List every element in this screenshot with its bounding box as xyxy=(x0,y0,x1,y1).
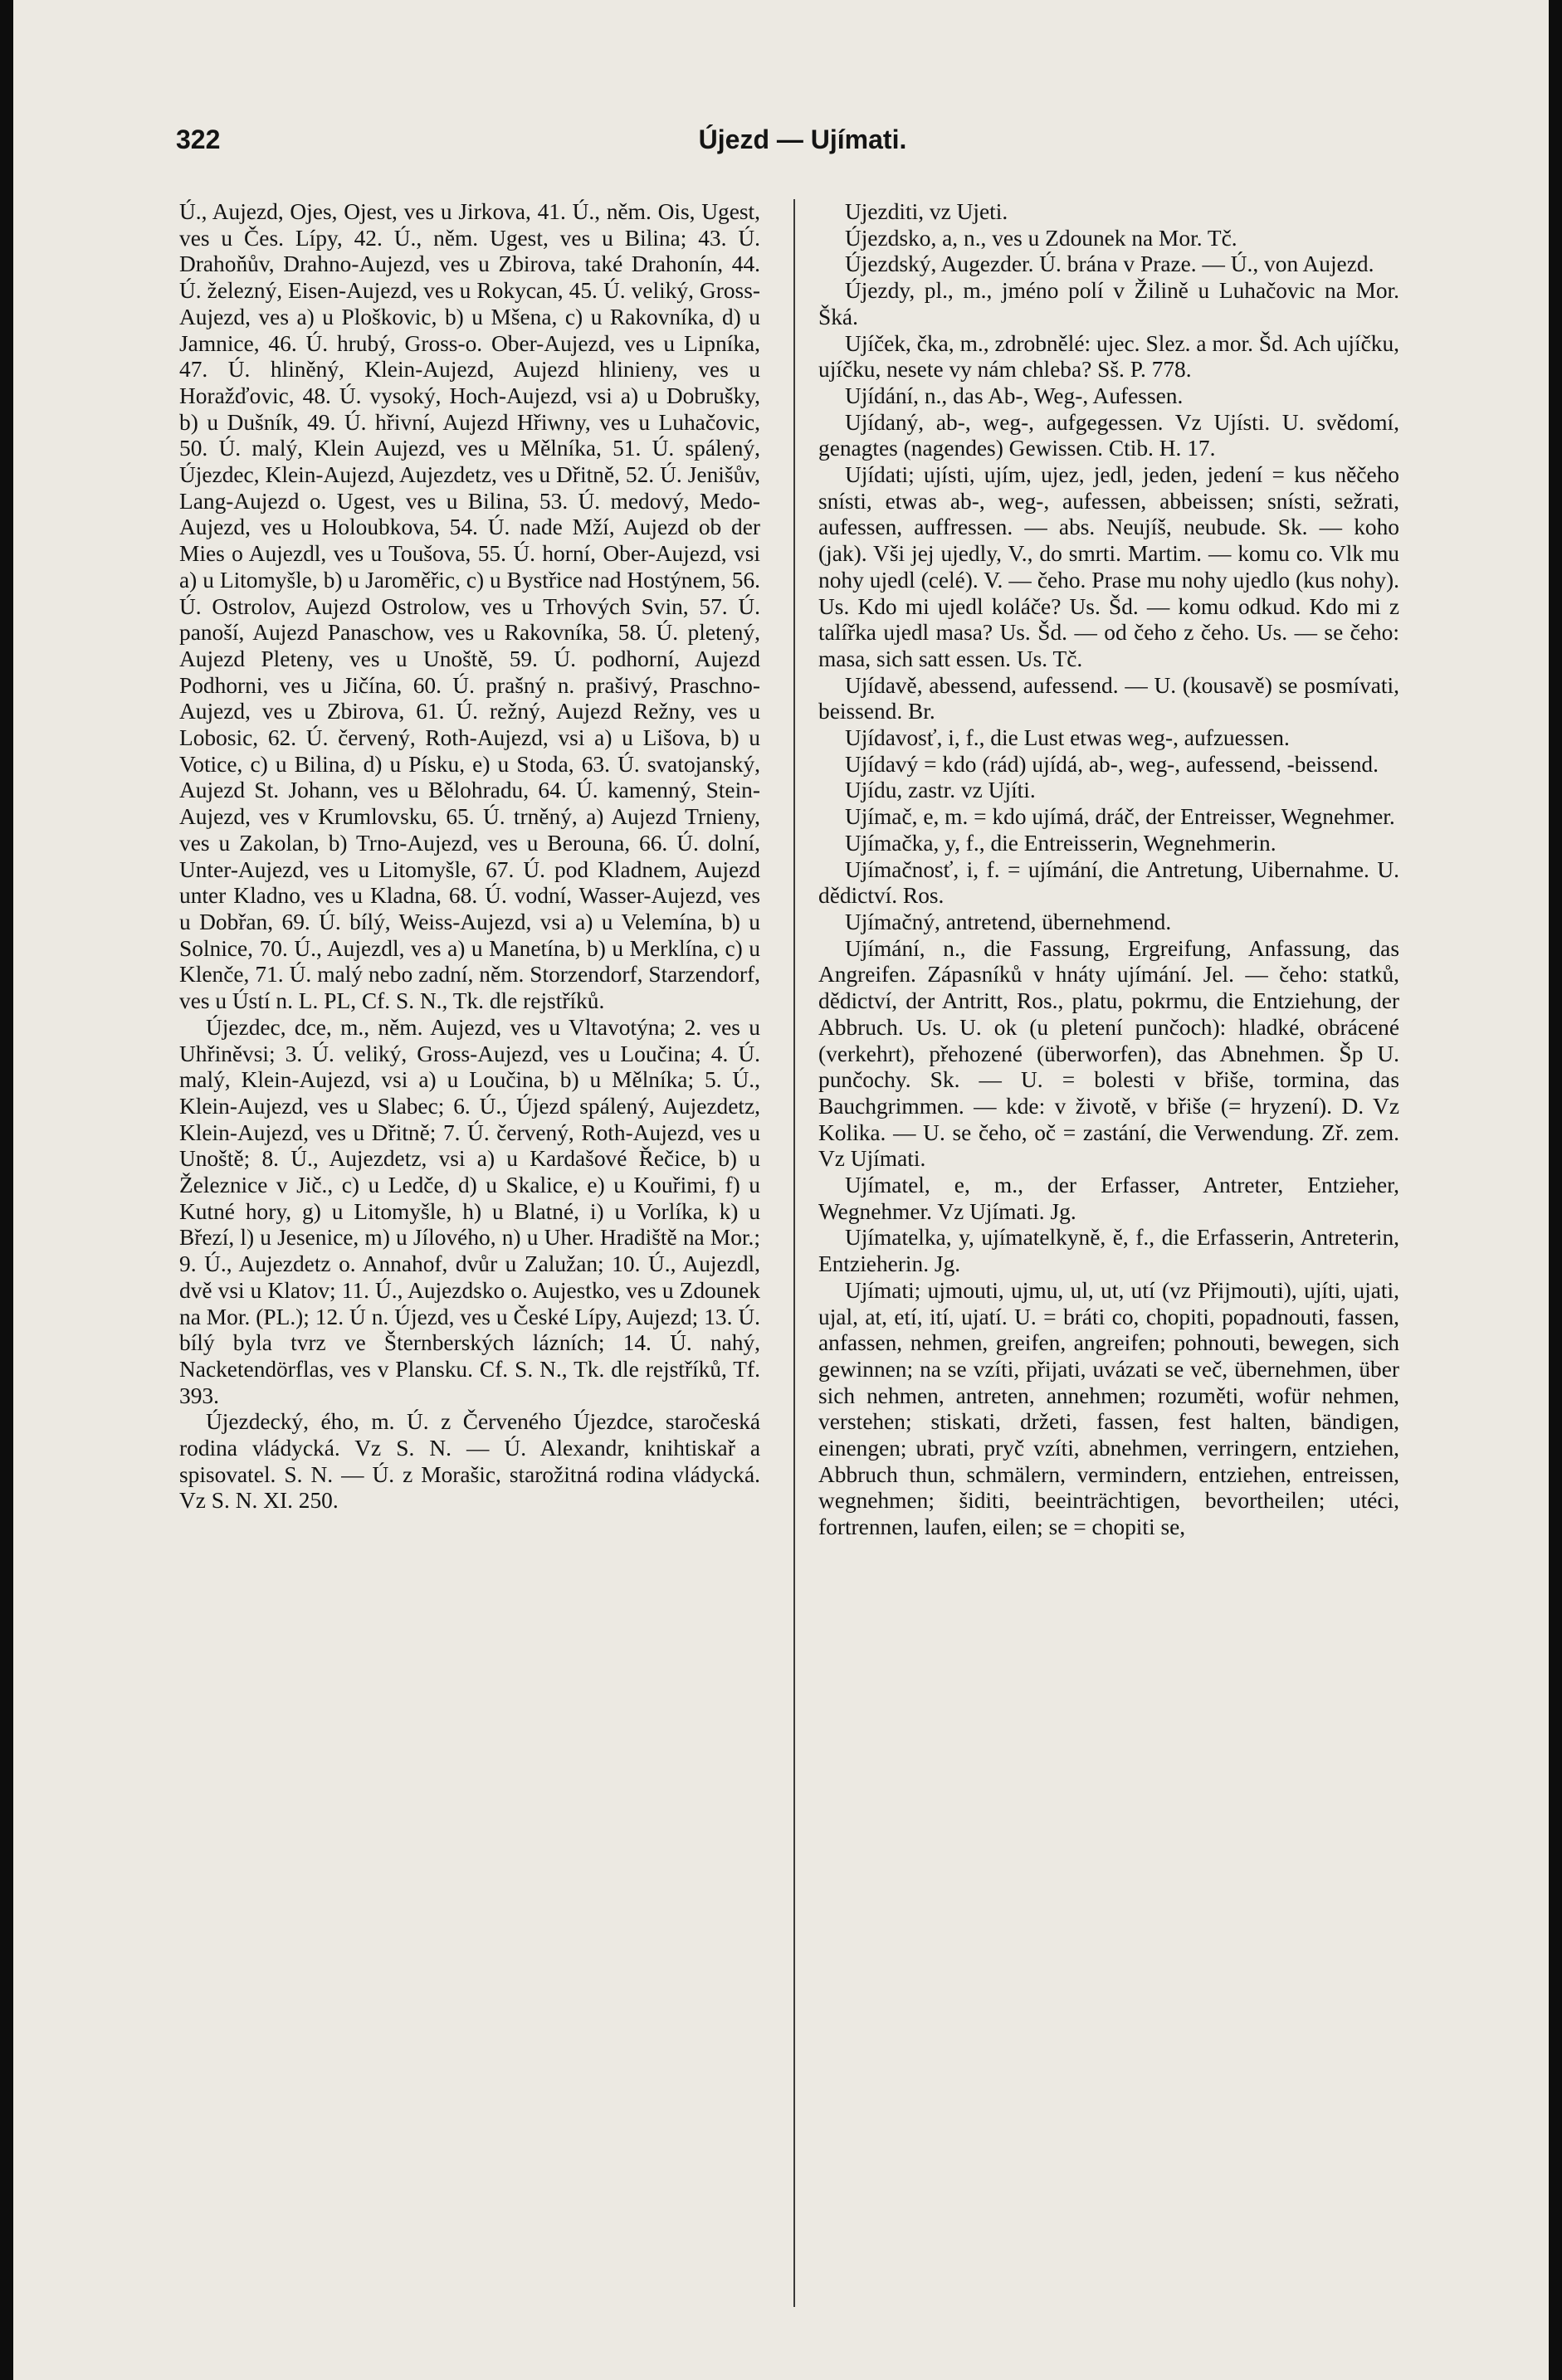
dictionary-entry: Ujídání, n., das Ab-, Weg-, Aufessen. xyxy=(845,383,1184,408)
dictionary-entry: Ujezditi, vz Ujeti. xyxy=(845,199,1008,224)
running-title: Újezd — Ujímati. xyxy=(698,124,907,154)
dictionary-entry: Újezdsko, a, n., ves u Zdounek na Mor. Tč. xyxy=(845,225,1237,251)
dictionary-entry: Ujímač, e, m. = kdo ujímá, dráč, der Entreisser, Wegnehmer. xyxy=(845,804,1395,830)
dictionary-entry: Ujídu, zastr. vz Ujíti. xyxy=(845,778,1036,803)
dictionary-entry: Ujímání, n., die Fassung, Ergreifung, Anfassung, das Angreifen. Zápasníků v hnáty ujímání. Jel. — čeho: statků, dědictví, der Antritt, Ros., platu, pokrmu, die Entziehung, der Abbruch. Us. U. ok (u pletení punčoch): hladké, obrácené (verkehrt), přehozené (überworfen), das Abnehmen. Šp U. punčochy. Sk. — U. = bolesti v břiše, tormina, das Bauchgrimmen. — kde: v životě, v břiše (= hryzení). D. Vz Kolika. — U. se čeho, oč = zastání, die Verwendung. Zř. zem. Vz Ujímati. xyxy=(818,935,1399,1172)
dictionary-entry: Újezdy, pl., m., jméno polí v Žilině u Luhačovic na Mor. Šká. xyxy=(818,278,1399,329)
dictionary-entry: Ujídati; ujísti, ujím, ujez, jedl, jeden, jedení = kus něčeho snísti, etwas ab-, weg-, aufessen, abbeissen; snísti, sežrati, aufessen, auffressen. — abs. Neujíš, neubude. Sk. — koho (jak). Vši jej ujedly, V., do smrti. Martim. — komu co. Vlk mu nohy ujedl (celé). V. — čeho. Prase mu nohy ujedlo (kus nohy). Us. Kdo mi ujedl koláče? Us. Šd. — komu odkud. Kdo mi z talířka ujedl masa? Us. Šd. — od čeho z čeho. Us. — se čeho: masa, sich satt essen. Us. Tč. xyxy=(818,462,1399,671)
dictionary-entry: Ujímati; ujmouti, ujmu, ul, ut, utí (vz Přijmouti), ujíti, ujati, ujal, at, etí, ití, ujatí. U. = bráti co, chopiti, popadnouti, fassen, anfassen, nehmen, greifen, angreifen; pohnouti, bewegen, sich gewinnen; na se vzíti, přijati, uvázati se več, übernehmen, über sich nehmen, antreten, annehmen; rozuměti, wofür nehmen, verstehen; stiskati, držeti, fassen, fest halten, bändigen, einengen; ubrati, pryč vzíti, abnehmen, verringern, entziehen, Abbruch thun, schmälern, vermindern, entziehen, entreissen, wegnehmen; šiditi, beeinträchtigen, bevortheilen; utéci, fortrennen, laufen, eilen; se = chopiti se, xyxy=(818,1277,1399,1540)
dictionary-entry: Újezdecký, ého, m. Ú. z Červeného Újezdce, staročeská rodina vládycká. Vz S. N. — Ú. Alexandr, knihtiskař a spisovatel. S. N. — Ú. z Morašic, starožitná rodina vládycká. Vz S. N. XI. 250. xyxy=(179,1409,760,1514)
column-divider xyxy=(793,199,795,2307)
dictionary-entry: Ujímačnosť, i, f. = ujímání, die Antretung, Uibernahme. U. dědictví. Ros. xyxy=(818,856,1399,909)
dictionary-entry: Ujídavosť, i, f., die Lust etwas weg-, aufzuessen. xyxy=(845,725,1290,751)
page-number: 322 xyxy=(176,124,221,154)
page-header xyxy=(176,124,1429,166)
scanned-page xyxy=(13,0,1549,2380)
dictionary-entry: Ujímačka, y, f., die Entreisserin, Wegnehmerin. xyxy=(845,830,1276,856)
dictionary-entry: Ujímačný, antretend, übernehmend. xyxy=(845,909,1172,934)
dictionary-entry: Ujídaný, ab-, weg-, aufgegessen. Vz Ujísti. U. svědomí, genagtes (nagendes) Gewissen. Ctib. H. 17. xyxy=(818,409,1399,461)
left-column xyxy=(179,199,760,1514)
dictionary-entry: Ujímatelka, y, ujímatelkyně, ě, f., die Erfasserin, Antreterin, Entzieherin. Jg. xyxy=(818,1225,1399,1277)
dictionary-entry: Újezdský, Augezder. Ú. brána v Praze. — Ú., von Aujezd. xyxy=(845,251,1374,277)
dictionary-entry: Ujídavě, abessend, aufessend. — U. (kousavě) se posmívati, beissend. Br. xyxy=(818,672,1399,724)
dictionary-entry: Ujímatel, e, m., der Erfasser, Antreter, Entzieher, Wegnehmer. Vz Ujímati. Jg. xyxy=(818,1173,1399,1224)
dictionary-entry: Ujídavý = kdo (rád) ujídá, ab-, weg-, aufessend, -beissend. xyxy=(845,751,1379,777)
dictionary-entry: Ú., Aujezd, Ojes, Ojest, ves u Jirkova, 41. Ú., něm. Ois, Ugest, ves u Čes. Lípy, 42. Ú., něm. Ugest, ves u Bilina; 43. Ú. Drahoňův, Drahno-Aujezd, ves u Zbirova, také Drahonín, 44. Ú. železný, Eisen-Aujezd, ves u Rokycan, 45. Ú. veliký, Gross-Aujezd, ves a) u Ploškovic, b) u Mšena, c) u Rakovníka, d) u Jamnice, 46. Ú. hrubý, Gross-o. Ober-Aujezd, ves u Lipníka, 47. Ú. hliněný, Klein-Aujezd, Aujezd hlinieny, ves u Horažďovic, 48. Ú. vysoký, Hoch-Aujezd, vsi a) u Dobrušky, b) u Dušník, 49. Ú. hřivní, Aujezd Hřiwny, ves u Luhačovic, 50. Ú. malý, Klein Aujezd, ves u Mělníka, 51. Ú. spálený, Újezdec, Klein-Aujezd, Aujezdetz, ves u Dřitně, 52. Ú. Jenišův, Lang-Aujezd o. Ugest, ves u Bilina, 53. Ú. medový, Medo-Aujezd, ves u Holoubkova, 54. Ú. nade Mží, Aujezd ob der Mies o Aujezdl, ves u Toušova, 55. Ú. horní, Ober-Aujezd, vsi a) u Litomyšle, b) u Jaroměřic, c) u Bystřice nad Hostýnem, 56. Ú. Ostrolov, Aujezd Ostrolow, ves u Trhových Svin, 57. Ú. panoší, Aujezd Panaschow, ves u Rakovníka, 58. Ú. pletený, Aujezd Pleteny, ves u Unoště, 59. Ú. podhorní, Aujezd Podhorni, ves u Jičína, 60. Ú. prašný n. prašivý, Praschno-Aujezd, ves u Zbirova, 61. Ú. režný, Aujezd Režny, ves u Lobosic, 62. Ú. červený, Roth-Aujezd, vsi a) u Lišova, b) u Votice, c) u Bilina, d) u Písku, e) u Stoda, 63. Ú. svatojanský, Aujezd St. Johann, ves u Bělohradu, 64. Ú. kamenný, Stein-Aujezd, ves v Krumlovsku, 65. Ú. trněný, a) Aujezd Trnieny, ves u Zakolan, b) Trno-Aujezd, ves u Berouna, 66. Ú. dolní, Unter-Aujezd, ves u Litomyšle, 67. Ú. pod Kladnem, Aujezd unter Kladno, ves u Kladna, 68. Ú. vodní, Wasser-Aujezd, ves u Dobřan, 69. Ú. bílý, Weiss-Aujezd, vsi a) u Velemína, b) u Solnice, 70. Ú., Aujezdl, ves a) u Manetína, b) u Merklína, c) u Klenče, 71. Ú. malý nebo zadní, něm. Storzendorf, Starzendorf, ves u Ústí n. L. PL, Cf. S. N., Tk. dle rejstříků. xyxy=(179,199,760,1014)
dictionary-entry: Újezdec, dce, m., něm. Aujezd, ves u Vltavotýna; 2. ves u Uhřiněvsi; 3. Ú. veliký, Gross-Aujezd, ves u Loučina; 4. Ú. malý, Klein-Aujezd, vsi a) u Loučina, b) u Mělníka; 5. Ú., Klein-Aujezd, ves u Slabec; 6. Ú., Újezd spálený, Aujezdetz, Klein-Aujezd, ves u Dřitně; 7. Ú. červený, Roth-Aujezd, ves u Unoště; 8. Ú., Aujezdetz, vsi a) u Kardašové Řečice, b) u Železnice v Jič., c) u Ledče, d) u Skalice, e) u Kouřimi, f) u Kutné hory, g) u Litomyšle, h) u Blatné, i) u Vorlíka, k) u Březí, l) u Jesenice, m) u Jílového, n) u Uher. Hradiště na Mor.; 9. Ú., Aujezdetz o. Annahof, dvůr u Zalužan; 10. Ú., Aujezdl, dvě vsi u Klatov; 11. Ú., Aujezdsko o. Aujestko, ves u Zdounek na Mor. (PL.); 12. Ú n. Újezd, ves u České Lípy, Aujezd; 13. Ú. bílý byla tvrz ve Šternberských lázních; 14. Ú. nahý, Nacketendörflas, ves v Plansku. Cf. S. N., Tk. dle rejstříků, Tf. 393. xyxy=(179,1014,760,1408)
right-column xyxy=(818,199,1399,1541)
dictionary-entry: Ujíček, čka, m., zdrobnělé: ujec. Slez. a mor. Šd. Ach ujíčku, ujíčku, nesete vy nám chleba? Sš. P. 778. xyxy=(818,330,1399,383)
